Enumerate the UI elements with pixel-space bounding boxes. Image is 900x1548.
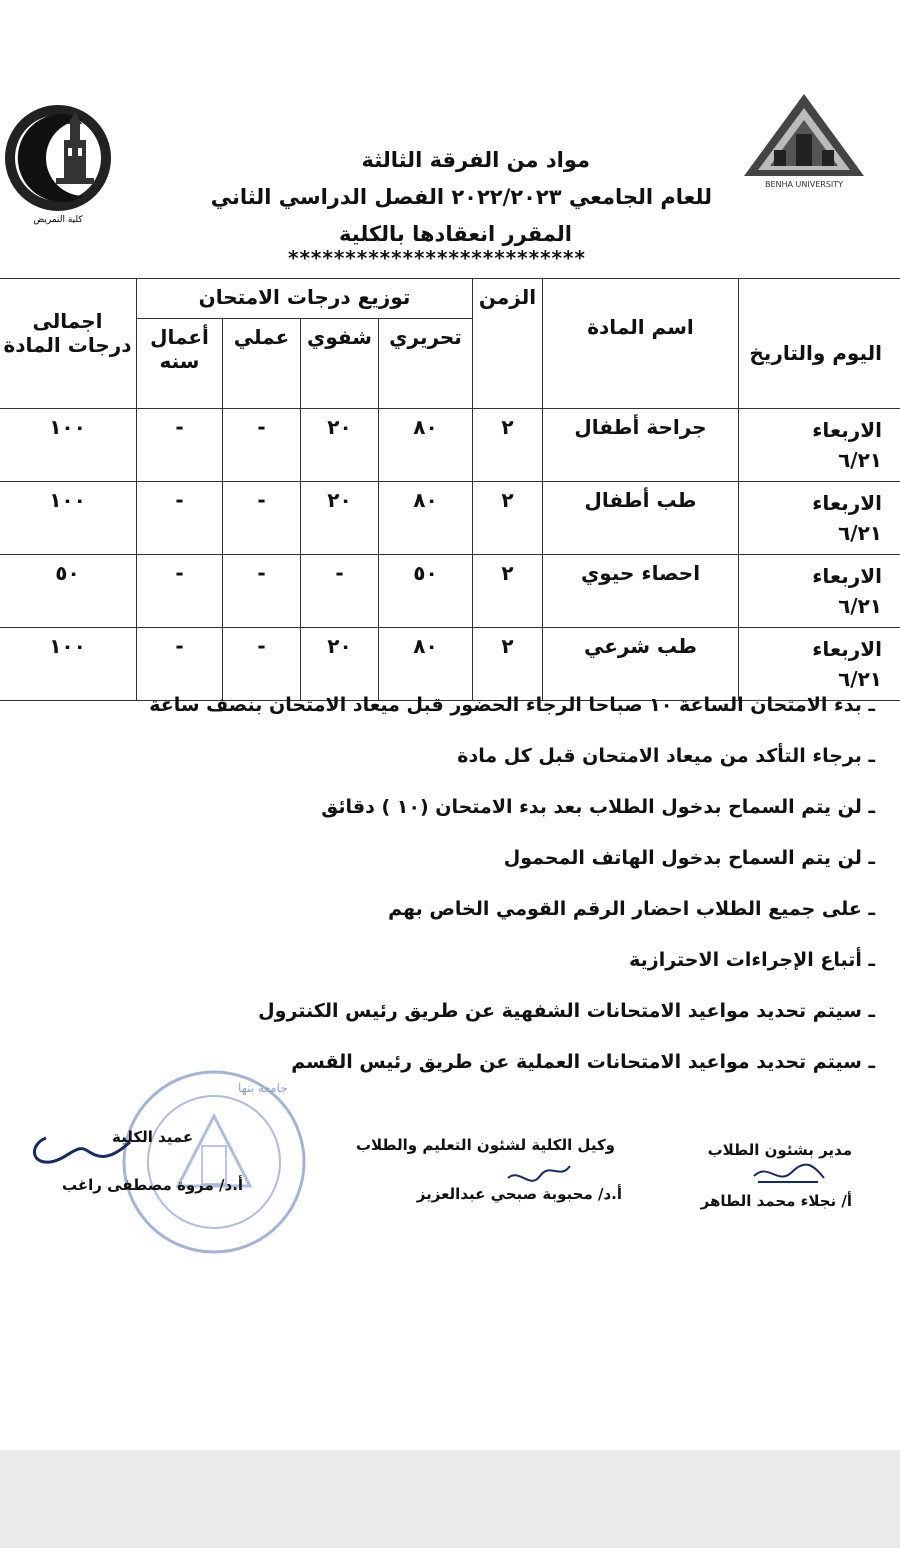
instruction-item: ـ برجاء التأكد من ميعاد الامتحان قبل كل مادة bbox=[457, 745, 875, 767]
separator-stars: ************************** bbox=[288, 246, 586, 270]
svg-text:BENHA UNIVERSITY: BENHA UNIVERSITY bbox=[764, 180, 844, 189]
dean-name: أ.د/ مروة مصطفى راغب bbox=[62, 1176, 244, 1194]
students-affairs-title: مدير بشئون الطلاب bbox=[707, 1141, 852, 1159]
row-written: ٥٠ bbox=[379, 555, 473, 628]
instruction-item: ـ لن يتم السماح بدخول الهاتف المحمول bbox=[503, 847, 875, 869]
header-total: اجمالى درجات المادة bbox=[0, 279, 137, 409]
row-time: ٢ bbox=[473, 409, 543, 482]
svg-text:جامعة بنها: جامعة بنها bbox=[238, 1081, 288, 1095]
faculty-of-nursing-logo bbox=[4, 100, 112, 228]
row-oral: ٢٠ bbox=[301, 409, 379, 482]
row-time: ٢ bbox=[473, 555, 543, 628]
row-year-work: - bbox=[137, 482, 223, 555]
signature-dean bbox=[26, 1124, 136, 1180]
title-line-3: المقرر انعقادها بالكلية bbox=[339, 222, 572, 246]
header-year-work: أعمال سنه bbox=[137, 319, 223, 409]
instruction-item: ـ بدء الامتحان الساعة ١٠ صباحا الرجاء الحضور قبل ميعاد الامتحان بنصف ساعة bbox=[149, 694, 875, 716]
row-oral: - bbox=[301, 555, 379, 628]
header-oral: شفوي bbox=[301, 319, 379, 409]
row-total: ١٠٠ bbox=[0, 409, 137, 482]
instruction-item: ـ لن يتم السماح بدخول الطلاب بعد بدء الامتحان (١٠ ) دقائق bbox=[321, 796, 875, 818]
row-time: ٢ bbox=[473, 628, 543, 701]
row-day: الاربعاء ٦/٢١ bbox=[739, 555, 900, 628]
instruction-item: ـ على جميع الطلاب احضار الرقم القومي الخاص بهم bbox=[388, 898, 875, 920]
exam-schedule-table bbox=[0, 278, 900, 701]
row-total: ٥٠ bbox=[0, 555, 137, 628]
row-written: ٨٠ bbox=[379, 409, 473, 482]
signature-vice-dean bbox=[500, 1158, 580, 1186]
vice-dean-title: وكيل الكلية لشئون التعليم والطلاب bbox=[355, 1136, 615, 1154]
dean-title: عميد الكلية bbox=[112, 1128, 194, 1146]
row-total: ١٠٠ bbox=[0, 628, 137, 701]
row-practical: - bbox=[223, 409, 301, 482]
header-practical: عملي bbox=[223, 319, 301, 409]
instructions-list bbox=[55, 680, 875, 1088]
signature-students-affairs bbox=[748, 1158, 828, 1188]
row-oral: ٢٠ bbox=[301, 482, 379, 555]
row-year-work: - bbox=[137, 628, 223, 701]
svg-text:كلية التمريض: كلية التمريض bbox=[33, 215, 83, 225]
header-distribution: توزيع درجات الامتحان bbox=[137, 279, 473, 319]
instruction-item: ـ سيتم تحديد مواعيد الامتحانات العملية عن طريق رئيس القسم bbox=[291, 1051, 875, 1073]
official-stamp bbox=[118, 1066, 310, 1258]
university-logo bbox=[738, 90, 870, 190]
row-time: ٢ bbox=[473, 482, 543, 555]
row-oral: ٢٠ bbox=[301, 628, 379, 701]
students-affairs-name: أ/ نجلاء محمد الطاهر bbox=[700, 1192, 852, 1210]
table-header-row bbox=[0, 279, 900, 319]
document-title bbox=[200, 142, 740, 253]
row-year-work: - bbox=[137, 555, 223, 628]
row-practical: - bbox=[223, 555, 301, 628]
vice-dean-name: أ.د/ محبوبة صبحي عبدالعزيز bbox=[416, 1185, 622, 1203]
instruction-item: ـ أتباع الإجراءات الاحترازية bbox=[629, 949, 875, 971]
row-day: الاربعاء ٦/٢١ bbox=[739, 482, 900, 555]
row-day: الاربعاء ٦/٢١ bbox=[739, 628, 900, 701]
title-line-2: للعام الجامعي ٢٠٢٢/٢٠٢٣ الفصل الدراسي الثاني bbox=[210, 185, 712, 209]
row-practical: - bbox=[223, 482, 301, 555]
header-written: تحريري bbox=[379, 319, 473, 409]
row-day: الاربعاء ٦/٢١ bbox=[739, 409, 900, 482]
table-row bbox=[0, 482, 900, 555]
row-practical: - bbox=[223, 628, 301, 701]
title-line-1: مواد من الفرقة الثالثة bbox=[361, 148, 590, 172]
row-subject: طب أطفال bbox=[543, 482, 739, 555]
instruction-item: ـ سيتم تحديد مواعيد الامتحانات الشفهية عن طريق رئيس الكنترول bbox=[258, 1000, 875, 1022]
row-year-work: - bbox=[137, 409, 223, 482]
header-day-date: اليوم والتاريخ bbox=[739, 279, 900, 409]
header-subject: اسم المادة bbox=[543, 279, 739, 409]
row-subject: طب شرعي bbox=[543, 628, 739, 701]
row-total: ١٠٠ bbox=[0, 482, 137, 555]
row-written: ٨٠ bbox=[379, 628, 473, 701]
header-time: الزمن bbox=[473, 279, 543, 409]
row-subject: جراحة أطفال bbox=[543, 409, 739, 482]
row-written: ٨٠ bbox=[379, 482, 473, 555]
table-row bbox=[0, 409, 900, 482]
row-subject: احصاء حيوي bbox=[543, 555, 739, 628]
table-row bbox=[0, 555, 900, 628]
